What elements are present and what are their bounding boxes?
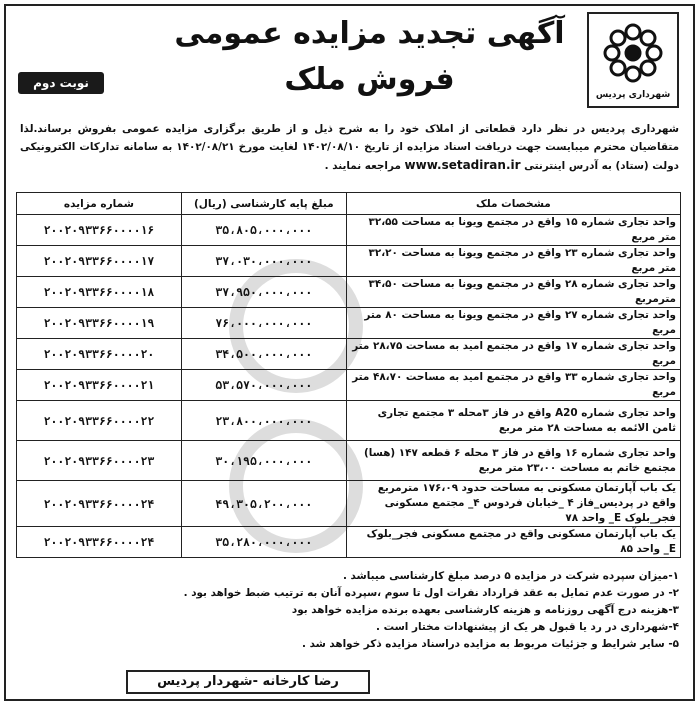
- conditions-list: [20, 568, 679, 653]
- table-row: [17, 246, 681, 277]
- auction-notice: [4, 4, 695, 701]
- property-desc: واحد تجاری شماره ۲۷ واقع در مجتمع ویونا به مساحت ۸۰ متر مربع: [346, 308, 680, 339]
- table-row: [17, 527, 681, 558]
- property-desc: واحد تجاری شماره ۱۶ واقع در فاز ۳ محله ۶ قطعه ۱۴۷ (هسا) مجتمع خاتم به مساحت ۲۳،۰۰ متر مربع: [346, 441, 680, 481]
- auction-number: ۲۰۰۲۰۹۳۳۶۶۰۰۰۰۲۴: [17, 481, 182, 527]
- property-desc: واحد تجاری شماره ۲۸ واقع در مجتمع ویونا به مساحت ۳۴،۵۰ مترمربع: [346, 277, 680, 308]
- table-row: [17, 215, 681, 246]
- auction-number: ۲۰۰۲۰۹۳۳۶۶۰۰۰۰۱۹: [17, 308, 182, 339]
- base-price: ۳۷،۹۵۰،۰۰۰،۰۰۰: [181, 277, 346, 308]
- property-desc: واحد تجاری شماره ۳۳ واقع در مجتمع امید به مساحت ۴۸،۷۰ متر مربع: [346, 370, 680, 401]
- intro-paragraph: [20, 120, 679, 175]
- base-price: ۷۶،۰۰۰،۰۰۰،۰۰۰: [181, 308, 346, 339]
- table-row: [17, 339, 681, 370]
- auction-number: ۲۰۰۲۰۹۳۳۶۶۰۰۰۰۱۷: [17, 246, 182, 277]
- base-price: ۳۵،۲۸۰،۰۰۰،۰۰۰: [181, 527, 346, 558]
- property-desc: یک باب آپارتمان مسکونی واقع در مجتمع مسکونی فجر_بلوک E_ واحد ۸۵: [346, 527, 680, 558]
- condition-item: ۵- سایر شرایط و جزئیات مربوط به مزایده دراسناد مزایده ذکر خواهد شد .: [302, 638, 679, 650]
- auction-number: ۲۰۰۲۰۹۳۳۶۶۰۰۰۰۲۱: [17, 370, 182, 401]
- condition-item: ۴-شهرداری در رد یا قبول هر یک از پیشنهادات مختار است .: [376, 621, 679, 633]
- website-link[interactable]: www.setadiran.ir: [404, 158, 521, 172]
- property-desc: واحد تجاری شماره ۱۵ واقع در مجتمع ویونا به مساحت ۳۲،۵۵ متر مربع: [346, 215, 680, 246]
- intro-text: شهرداری پردیس در نظر دارد قطعاتی از املاک خود را به شرح ذیل و از طریق برگزاری مزایده عمومی بفروش برساند.لذا متقاضیان محترم میبایست جهت دریافت اسناد مزایده از تاریخ ۱۴۰۲/۰۸/۱۰ لغایت مورخ ۱۴۰۲/۰۸/۲۱ به سامانه تدارکات الکترونیکی دولت (ستاد) به آدرس اینترنتی: [20, 123, 680, 172]
- property-desc: واحد تجاری شماره ۱۷ واقع در مجتمع امید به مساحت ۲۸،۷۵ متر مربع: [346, 339, 680, 370]
- table-row: [17, 441, 681, 481]
- table-row: [17, 308, 681, 339]
- auction-number: ۲۰۰۲۰۹۳۳۶۶۰۰۰۰۲۳: [17, 441, 182, 481]
- property-desc: واحد تجاری شماره A20 واقع در فاز ۳محله ۳ مجتمع تجاری ثامن الائمه به مساحت ۲۸ متر مربع: [346, 401, 680, 441]
- condition-item: ۱-میزان سپرده شرکت در مزایده ۵ درصد مبلغ کارشناسی میباشد .: [342, 570, 679, 582]
- auction-number: ۲۰۰۲۰۹۳۳۶۶۰۰۰۰۲۰: [17, 339, 182, 370]
- column-header-price: مبلغ پایه کارشناسی (ریال): [181, 193, 346, 215]
- table-row: [17, 481, 681, 527]
- intro-text-end: مراجعه نمایند .: [324, 160, 401, 172]
- table-row: [17, 401, 681, 441]
- round-badge: نوبت دوم: [18, 72, 104, 94]
- table-row: [17, 370, 681, 401]
- table-row: [17, 277, 681, 308]
- flower-logo-icon: [598, 18, 668, 88]
- base-price: ۳۷،۰۳۰،۰۰۰،۰۰۰: [181, 246, 346, 277]
- table-header-row: [17, 193, 681, 215]
- auction-number: ۲۰۰۲۰۹۳۳۶۶۰۰۰۰۱۶: [17, 215, 182, 246]
- base-price: ۳۰،۱۹۵،۰۰۰،۰۰۰: [181, 441, 346, 481]
- column-header-auction: شماره مزایده: [17, 193, 182, 215]
- base-price: ۳۴،۵۰۰،۰۰۰،۰۰۰: [181, 339, 346, 370]
- condition-item: ۲- در صورت عدم تمایل به عقد قرارداد نفرات اول تا سوم ،سپرده آنان به ترتیب ضبط خواهد بود .: [183, 587, 679, 599]
- logo-caption: شهرداری پردیس: [595, 90, 671, 100]
- auction-number: ۲۰۰۲۰۹۳۳۶۶۰۰۰۰۲۴: [17, 527, 182, 558]
- base-price: ۴۹،۳۰۵،۲۰۰،۰۰۰: [181, 481, 346, 527]
- property-table: [16, 192, 681, 558]
- base-price: ۵۳،۵۷۰،۰۰۰،۰۰۰: [181, 370, 346, 401]
- municipality-logo: [587, 12, 679, 108]
- notice-title: آگهی تجدید مزایده عمومی: [174, 16, 565, 51]
- notice-subtitle: فروش ملک: [284, 62, 455, 97]
- auction-number: ۲۰۰۲۰۹۳۳۶۶۰۰۰۰۱۸: [17, 277, 182, 308]
- property-desc: واحد تجاری شماره ۲۳ واقع در مجتمع ویونا به مساحت ۳۲،۲۰ متر مربع: [346, 246, 680, 277]
- auction-number: ۲۰۰۲۰۹۳۳۶۶۰۰۰۰۲۲: [17, 401, 182, 441]
- condition-item: ۳-هزینه درج آگهی روزنامه و هزینه کارشناسی بعهده برنده مزایده خواهد بود: [291, 604, 679, 616]
- mayor-signature: رضا کارخانه -شهردار پردیس: [126, 670, 370, 694]
- base-price: ۳۵،۸۰۵،۰۰۰،۰۰۰: [181, 215, 346, 246]
- property-desc: یک باب آپارتمان مسکونی به مساحت حدود ۱۷۶،۰۹ مترمربع واقع در پردیس_فاز ۴ _خیابان فردوس ۴_ مجتمع مسکونی فجر_بلوک E_ واحد ۷۸: [346, 481, 680, 527]
- column-header-desc: مشخصات ملک: [346, 193, 680, 215]
- notice-header: [6, 6, 693, 118]
- base-price: ۲۳،۸۰۰،۰۰۰،۰۰۰: [181, 401, 346, 441]
